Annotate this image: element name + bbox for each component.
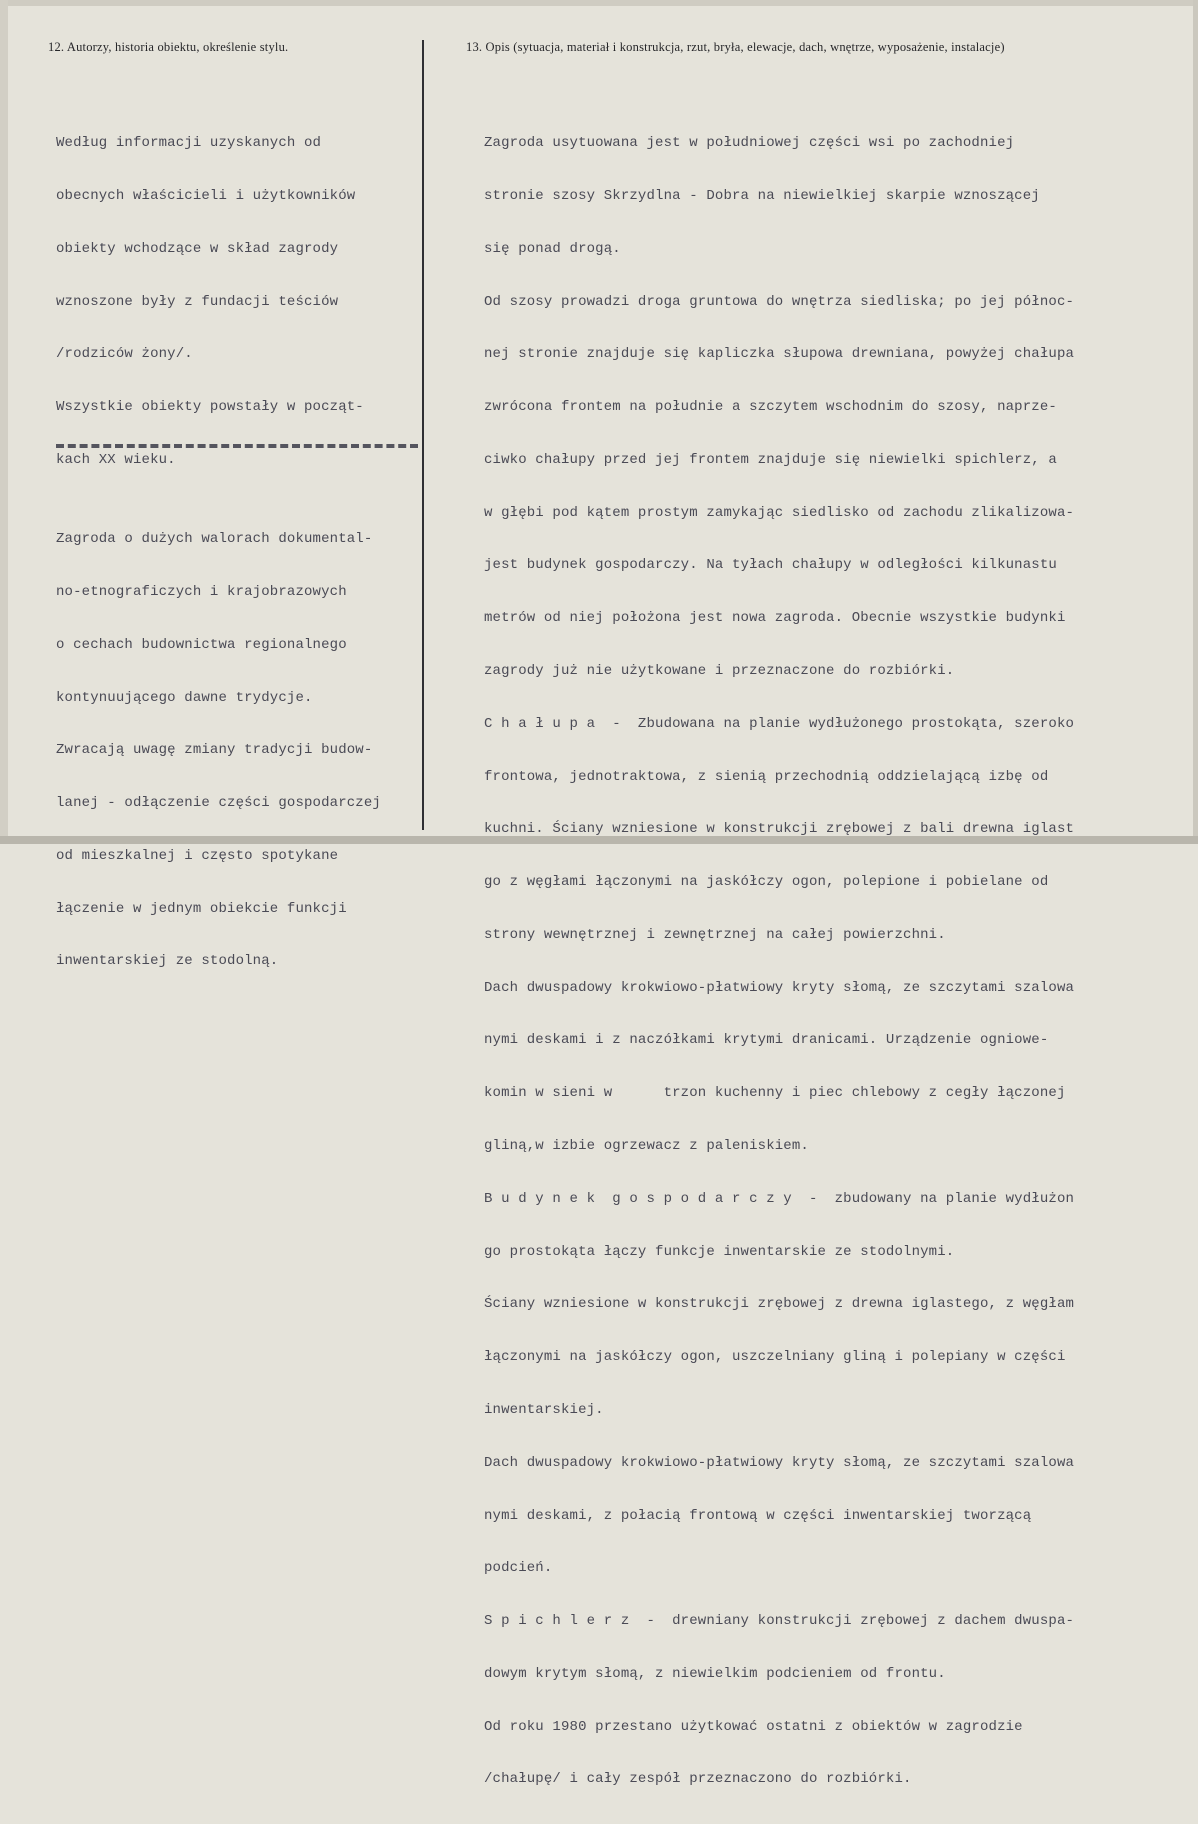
description-line: komin w sieni w trzon kuchenny i piec chlebowy z cegły łączonej (484, 1085, 1066, 1102)
page-edge-right (1193, 0, 1198, 844)
description-line: Od szosy prowadzi droga gruntowa do wnętrza siedliska; po jej północ- (484, 293, 1075, 310)
description-line: dowym krytym słomą, z niewielkim podcieniem od frontu. (484, 1665, 946, 1682)
assessment-line: kontynuującego dawne trydycje. (56, 689, 313, 706)
section-12-header: 12. Autorzy, historia obiektu, określenie stylu. (48, 40, 289, 54)
history-line: obecnych właścicieli i użytkowników (56, 187, 356, 204)
description-line: strony wewnętrznej i zewnętrznej na całej powierzchni. (484, 926, 946, 943)
history-line: /rodziców żony/. (56, 346, 193, 363)
history-line: wznoszone były z fundacji teściów (56, 293, 339, 310)
description-line: C h a ł u p a - Zbudowana na planie wydłużonego prostokąta, szeroko (484, 715, 1075, 732)
description-line: Zagroda usytuowana jest w południowej części wsi po zachodniej (484, 135, 1015, 152)
description-line: zwrócona frontem na południe a szczytem wschodnim do szosy, naprze- (484, 399, 1057, 416)
dashed-separator (56, 444, 418, 448)
description-line: stronie szosy Skrzydlna - Dobra na niewielkiej skarpie wznoszącej (484, 187, 1040, 204)
description-line: nej stronie znajduje się kapliczka słupowa drewniana, powyżej chałupa (484, 346, 1075, 363)
description-line: łączonymi na jaskółczy ogon, uszczelniany gliną i polepiany w części (484, 1349, 1066, 1366)
column-divider (422, 40, 424, 830)
assessment-line: lanej - odłączenie części gospodarczej (56, 795, 381, 812)
description-line: Dach dwuspadowy krokwiowo-płatwiowy kryty słomą, ze szczytami szalowa (484, 979, 1075, 996)
description-line: Od roku 1980 przestano użytkować ostatni z obiektów w zagrodzie (484, 1718, 1023, 1735)
description-line: podcień. (484, 1560, 553, 1577)
history-line: Według informacji uzyskanych od (56, 135, 322, 152)
description-line: S p i c h l e r z - drewniany konstrukcji zrębowej z dachem dwuspa- (484, 1613, 1075, 1630)
description-line: kuchni. Ściany wzniesione w konstrukcji zrębowej z bali drewna iglast (484, 821, 1075, 838)
history-line: obiekty wchodzące w skład zagrody (56, 240, 339, 257)
description-line: ciwko chałupy przed jej frontem znajduje się niewielki spichlerz, a (484, 451, 1057, 468)
assessment-line: Zwracają uwagę zmiany tradycji budow- (56, 742, 373, 759)
assessment-line: Zagroda o dużych walorach dokumental- (56, 531, 373, 548)
assessment-line: od mieszkalnej i często spotykane (56, 847, 339, 864)
description-line: nymi deskami i z naczółkami krytymi dranicami. Urządzenie ogniowe- (484, 1032, 1049, 1049)
description-line: B u d y n e k g o s p o d a r c z y - zbudowany na planie wydłużon (484, 1190, 1075, 1207)
section-13-header: 13. Opis (sytuacja, materiał i konstrukcja, rzut, bryła, elewacje, dach, wnętrze, wyposażenie, instalacje) (466, 40, 1005, 54)
description-line: w głębi pod kątem prostym zamykając siedlisko od zachodu zlikalizowa- (484, 504, 1075, 521)
assessment-line: łączenie w jednym obiekcie funkcji (56, 900, 347, 917)
description-line: /chałupę/ i cały zespół przeznaczono do rozbiórki. (484, 1771, 912, 1788)
description-line: nymi deskami, z połacią frontową w części inwentarskiej tworzącą (484, 1507, 1032, 1524)
description-line: Ściany wzniesione w konstrukcji zrębowej z drewna iglastego, z węgłam (484, 1296, 1075, 1313)
description-line: frontowa, jednotraktowa, z sienią przechodnią oddzielającą izbę od (484, 768, 1049, 785)
description-line: go prostokąta łączy funkcje inwentarskie ze stodolnymi. (484, 1243, 955, 1260)
history-line: Wszystkie obiekty powstały w począt- (56, 399, 364, 416)
history-line: kach XX wieku. (56, 451, 176, 468)
description-line: metrów od niej położona jest nowa zagroda. Obecnie wszystkie budynki (484, 610, 1066, 627)
description-line: jest budynek gospodarczy. Na tyłach chałupy w odległości kilkunastu (484, 557, 1057, 574)
description-text (484, 100, 1074, 1824)
description-line: inwentarskiej. (484, 1401, 604, 1418)
assessment-line: o cechach budownictwa regionalnego (56, 636, 347, 653)
description-line: Dach dwuspadowy krokwiowo-płatwiowy kryty słomą, ze szczytami szalowa (484, 1454, 1075, 1471)
description-line: się ponad drogą. (484, 240, 621, 257)
assessment-text (56, 496, 381, 1006)
description-line: go z węgłami łączonymi na jaskółczy ogon, polepione i pobielane od (484, 874, 1049, 891)
description-line: zagrody już nie użytkowane i przeznaczone do rozbiórki. (484, 663, 955, 679)
description-line: gliną,w izbie ogrzewacz z paleniskiem. (484, 1138, 809, 1155)
page-edge-top (0, 0, 1198, 6)
page-edge-left (0, 0, 8, 844)
assessment-line: inwentarskiej ze stodolną. (56, 953, 279, 970)
assessment-line: no-etnograficzych i krajobrazowych (56, 583, 347, 600)
